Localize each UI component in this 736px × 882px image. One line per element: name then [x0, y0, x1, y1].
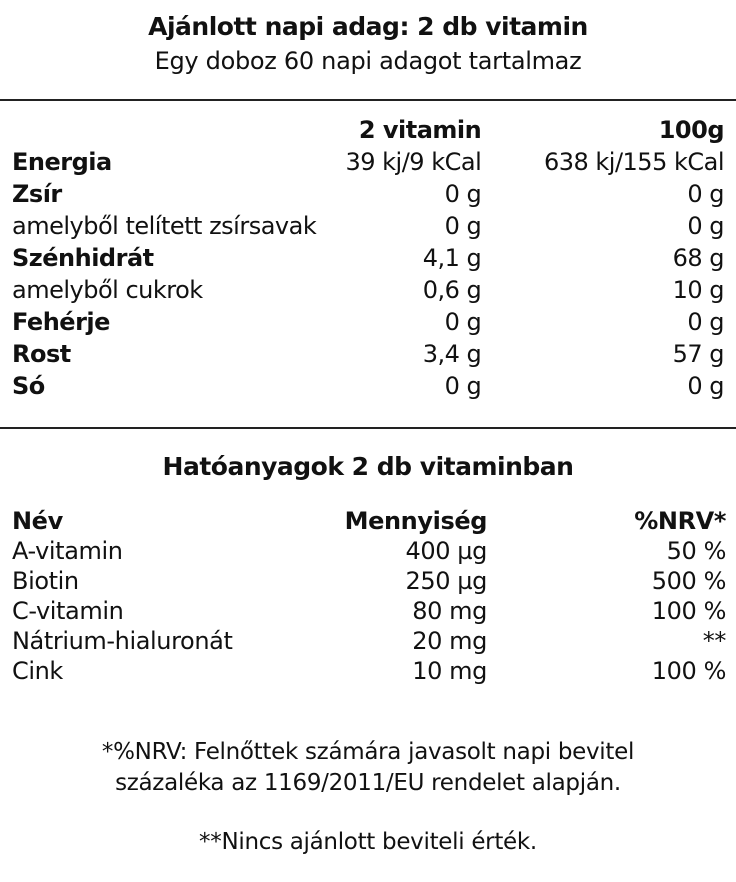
nutrition-per-100g: 57 g	[672, 340, 724, 368]
nutrition-per-serving: 3,4 g	[422, 340, 482, 368]
nutrition-row-feherje	[12, 306, 724, 338]
divider-top	[0, 99, 736, 101]
nutrition-per-100g: 0 g	[687, 212, 724, 240]
active-row-cink	[12, 656, 726, 686]
nutrition-header-name	[12, 114, 316, 146]
nutrition-row-rost	[12, 338, 724, 370]
nutrition-row-energia	[12, 146, 724, 178]
nutrition-name: Energia	[12, 148, 112, 176]
nutrition-name: Zsír	[12, 180, 62, 208]
active-ingredients-table	[12, 506, 726, 686]
active-amount: 400 µg	[405, 537, 487, 565]
nutrition-per-100g: 0 g	[687, 308, 724, 336]
active-nrv: 100 %	[651, 657, 726, 685]
active-row-c-vitamin	[12, 596, 726, 626]
nutrition-table	[12, 114, 724, 402]
nutrition-header-serving: 2 vitamin	[358, 116, 482, 144]
serving-title: Ajánlott napi adag: 2 db vitamin	[148, 12, 588, 41]
footnote-nrv-line1: *%NRV: Felnőttek számára javasolt napi bevitel	[101, 739, 635, 765]
active-nrv: 50 %	[666, 537, 726, 565]
nutrition-name: amelyből cukrok	[12, 276, 203, 304]
nutrition-per-100g: 10 g	[672, 276, 724, 304]
active-name: Cink	[12, 657, 63, 685]
nutrition-per-100g: 0 g	[687, 180, 724, 208]
active-header-amount: Mennyiség	[344, 507, 487, 535]
active-header-row	[12, 506, 726, 536]
nutrition-row-telitett	[12, 210, 724, 242]
nutrition-header-row	[12, 114, 724, 146]
nutrition-name: amelyből telített zsírsavak	[12, 212, 317, 240]
nutrition-per-100g: 0 g	[687, 372, 724, 400]
nutrition-row-zsir	[12, 178, 724, 210]
nutrition-per-serving: 39 kj/9 kCal	[345, 148, 482, 176]
active-row-biotin	[12, 566, 726, 596]
nutrition-name: Rost	[12, 340, 71, 368]
nutrition-name: Szénhidrát	[12, 244, 154, 272]
active-nrv: 500 %	[651, 567, 726, 595]
nutrition-name: Só	[12, 372, 45, 400]
active-amount: 80 mg	[412, 597, 487, 625]
active-row-natrium-hialuronat	[12, 626, 726, 656]
active-name: Biotin	[12, 567, 79, 595]
active-amount: 20 mg	[412, 627, 487, 655]
nutrition-per-serving: 4,1 g	[422, 244, 482, 272]
active-header-name: Név	[12, 507, 63, 535]
active-amount: 250 µg	[405, 567, 487, 595]
nutrition-header-100g: 100g	[658, 116, 724, 144]
footnote-nrv-line2: százaléka az 1169/2011/EU rendelet alapján.	[115, 770, 621, 796]
nutrition-per-serving: 0 g	[444, 372, 482, 400]
nutrition-row-szenhidrat	[12, 242, 724, 274]
nutrition-row-cukrok	[12, 274, 724, 306]
active-amount: 10 mg	[412, 657, 487, 685]
active-ingredients-title: Hatóanyagok 2 db vitaminban	[162, 452, 574, 481]
active-row-a-vitamin	[12, 536, 726, 566]
nutrition-per-serving: 0,6 g	[422, 276, 482, 304]
active-nrv: **	[702, 627, 726, 655]
active-nrv: 100 %	[651, 597, 726, 625]
nutrition-name: Fehérje	[12, 308, 110, 336]
nutrition-per-100g: 68 g	[672, 244, 724, 272]
divider-middle	[0, 427, 736, 429]
active-name: C-vitamin	[12, 597, 124, 625]
serving-subtitle: Egy doboz 60 napi adagot tartalmaz	[154, 47, 582, 75]
nutrition-per-100g: 638 kj/155 kCal	[543, 148, 724, 176]
active-header-nrv: %NRV*	[634, 507, 726, 535]
nutrition-per-serving: 0 g	[444, 308, 482, 336]
active-name: Nátrium-hialuronát	[12, 627, 233, 655]
nutrition-row-so	[12, 370, 724, 402]
nutrition-per-serving: 0 g	[444, 212, 482, 240]
nutrition-per-serving: 0 g	[444, 180, 482, 208]
active-name: A-vitamin	[12, 537, 123, 565]
footnote-no-reference: **Nincs ajánlott beviteli érték.	[199, 829, 537, 855]
